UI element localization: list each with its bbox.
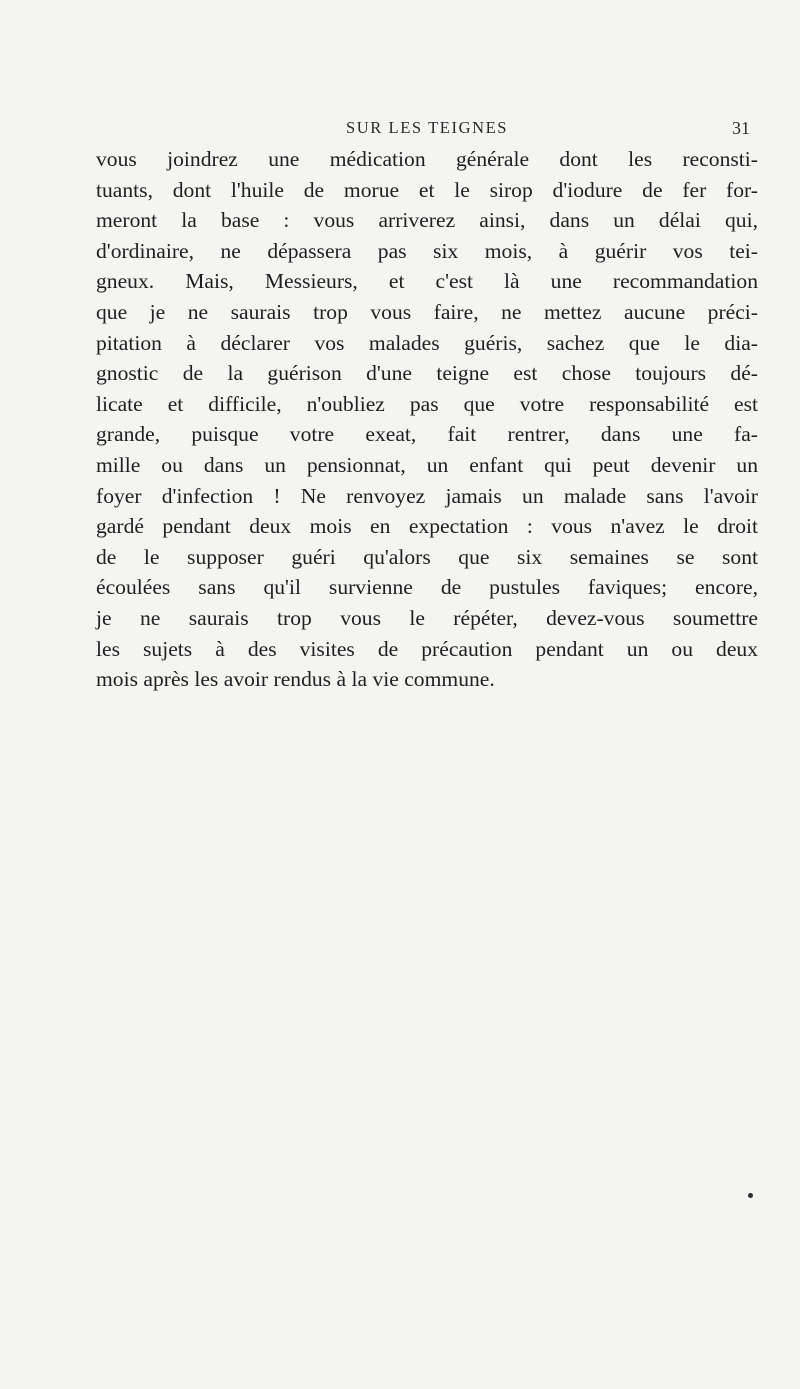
text-line: licate et difficile, n'oubliez pas que votre responsabilité est [96, 391, 758, 416]
text-line: meront la base : vous arriverez ainsi, dans un délai qui, [96, 208, 758, 233]
text-line: vous joindrez une médication générale dont les reconsti- [96, 147, 758, 171]
running-title: SUR LES TEIGNES [345, 118, 509, 137]
text-line: gardé pendant deux mois en expectation : vous n'avez le droit [96, 514, 758, 539]
body-paragraph [96, 144, 758, 695]
text-line: d'ordinaire, ne dépassera pas six mois, à guérir vos tei- [96, 238, 758, 263]
text-line: mille ou dans un pensionnat, un enfant qui peut devenir un [96, 452, 758, 477]
text-line: foyer d'infection ! Ne renvoyez jamais un malade sans l'avoir [96, 483, 758, 508]
text-line: pitation à déclarer vos malades guéris, sachez que le dia- [96, 330, 758, 355]
text-line: écoulées sans qu'il survienne de pustules faviques; encore, [96, 575, 758, 600]
ink-speck [748, 1193, 753, 1198]
text-line-last: mois après les avoir rendus à la vie commune. [96, 667, 495, 692]
text-line: que je ne saurais trop vous faire, ne mettez aucune préci- [96, 299, 758, 324]
text-line: gneux. Mais, Messieurs, et c'est là une recommandation [96, 269, 758, 294]
text-line: tuants, dont l'huile de morue et le sirop d'iodure de fer for- [96, 177, 758, 202]
text-line: grande, puisque votre exeat, fait rentrer, dans une fa- [96, 422, 758, 447]
text-line: gnostic de la guérison d'une teigne est chose toujours dé- [96, 361, 758, 386]
text-line: je ne saurais trop vous le répéter, devez-vous soumettre [96, 605, 758, 630]
text-line: de le supposer guéri qu'alors que six semaines se sont [96, 544, 758, 569]
page-number: 31 [732, 118, 750, 138]
text-line: les sujets à des visites de précaution pendant un ou deux [96, 636, 758, 661]
running-head [96, 116, 758, 140]
